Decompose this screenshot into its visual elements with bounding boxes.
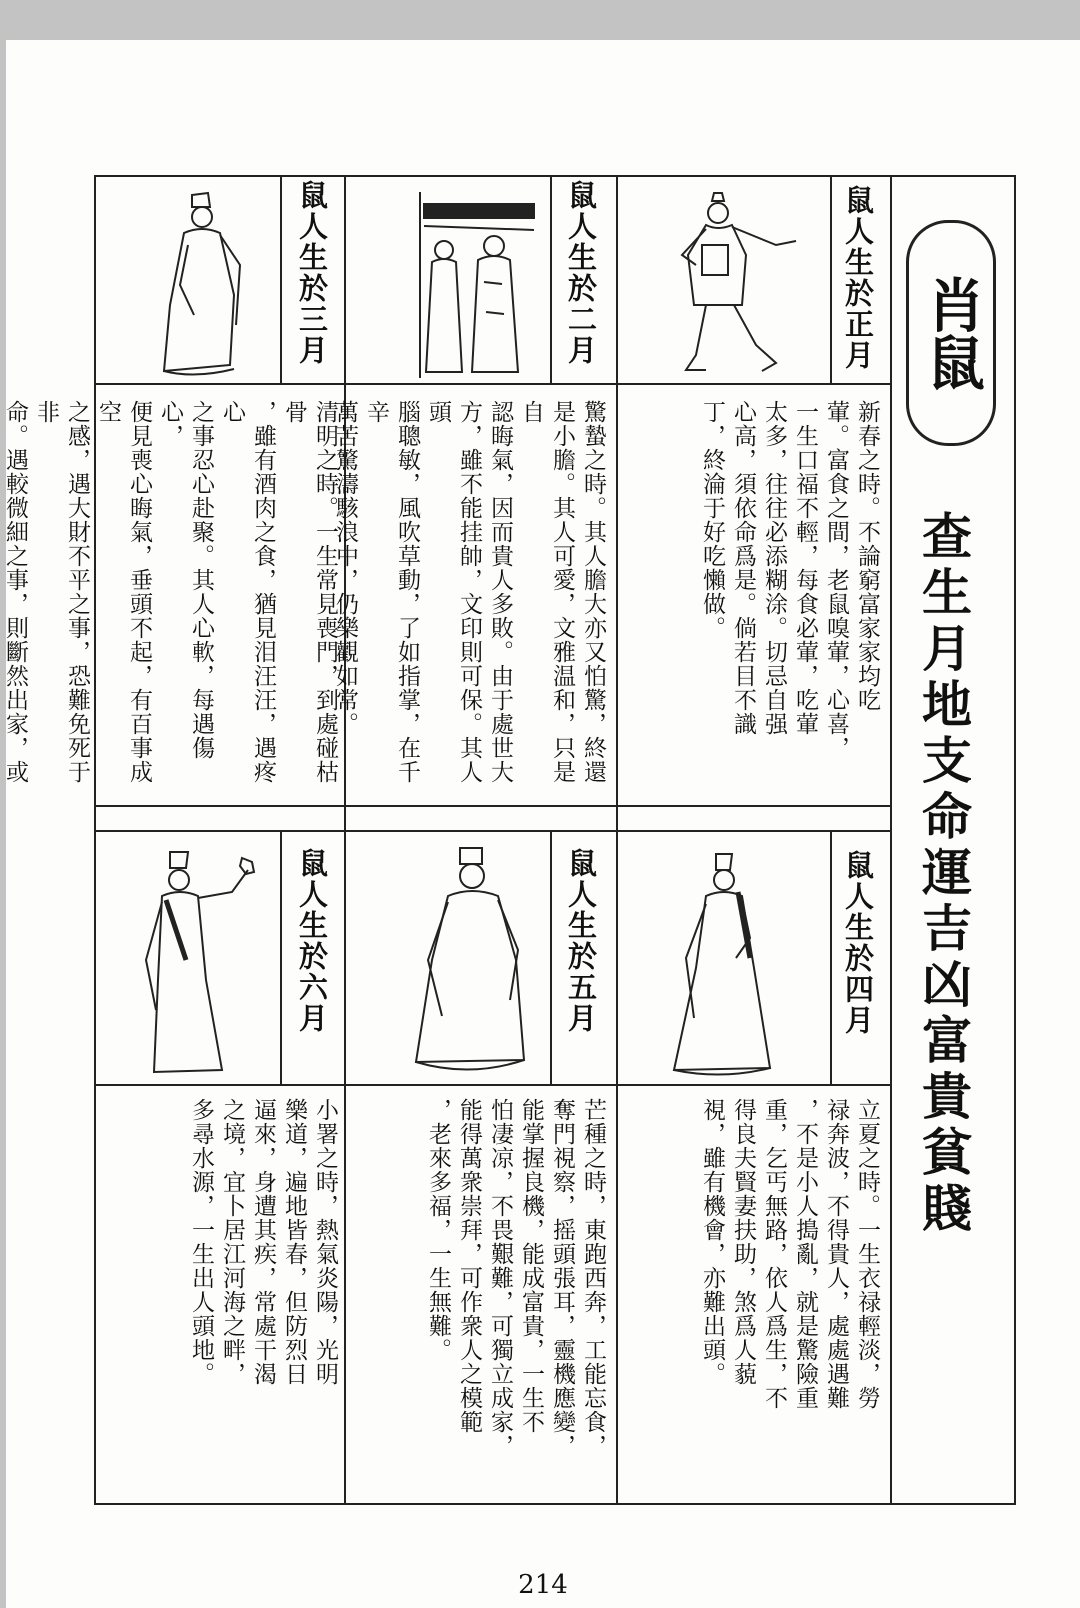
man-holding-flower-illustration: [136, 840, 276, 1080]
text-line: 立夏之時。一生衣禄輕淡，勞: [854, 1098, 880, 1410]
text-line: 便見喪心晦氣，垂頭不起，有百事成空: [95, 400, 152, 784]
month-heading-1: 鼠人生於正月: [841, 185, 875, 371]
two-figures-under-banner-illustration: [414, 192, 544, 378]
month-heading-5: 鼠人生於五月: [564, 848, 598, 1034]
book-page: [2, 40, 1080, 1608]
month-heading-2: 鼠人生於二月: [564, 180, 598, 366]
divider: [280, 830, 282, 1084]
text-line: 之境，宜卜居江河海之畔，: [219, 1098, 245, 1386]
text-line: 之感，遇大財不平之事，恐難免死于非: [33, 400, 90, 784]
text-line: 禄奔波，不得貴人，處處遇難: [823, 1098, 849, 1410]
divider: [616, 830, 618, 1505]
month-text-1: [632, 400, 882, 800]
divider: [890, 175, 892, 1505]
text-line: 一生口福不輕，每食必葷，吃葷: [792, 400, 818, 736]
page-number: 214: [518, 1570, 568, 1600]
month-heading-3: 鼠人生於三月: [295, 180, 329, 366]
divider: [830, 830, 832, 1084]
text-line: 心高，須依命爲是。倘若目不識: [730, 400, 756, 736]
month-heading-4: 鼠人生於四月: [841, 850, 875, 1036]
divider: [94, 1084, 891, 1086]
divider: [550, 830, 552, 1084]
text-line: 芒種之時，東跑西奔，工能忘食，: [580, 1098, 606, 1458]
text-line: 怕凄凉，不畏艱難，可獨立成家，: [487, 1098, 513, 1458]
text-line: 能掌握良機，能成富貴，一生不: [518, 1098, 544, 1434]
text-line: 太多，往往必添糊涂。切忌自强: [761, 400, 787, 736]
text-line: 重，乞丐無路，依人爲生，不: [761, 1098, 787, 1410]
text-line: 樂道，遍地皆春，但防烈日: [281, 1098, 307, 1386]
text-line: 逼來，身遭其疾，常處干渴: [250, 1098, 276, 1386]
divider: [94, 830, 891, 832]
text-line: 多尋水源，一生出人頭地。: [188, 1098, 214, 1386]
text-line: 之事忍心赴聚。其人心軟，每遇傷心，: [157, 400, 214, 760]
zodiac-badge: [906, 220, 996, 446]
divider: [94, 383, 891, 385]
text-line: 清明之時。一生常見喪門，到處碰枯骨: [281, 400, 338, 784]
month-text-6: [104, 1098, 340, 1493]
divider: [280, 175, 282, 383]
divider: [344, 830, 346, 1505]
month-heading-6: 鼠人生於六月: [295, 848, 329, 1034]
text-line: 認晦氣，因而貴人多敗。由于處世大: [487, 400, 513, 784]
robed-scholar-illustration: [144, 185, 274, 381]
text-line: 能得萬衆崇拜，可作衆人之模範: [456, 1098, 482, 1434]
official-with-tablet-illustration: [646, 848, 796, 1080]
text-line: 是小膽。其人可愛，文雅温和，只是自: [518, 400, 575, 784]
month-text-4: [632, 1098, 882, 1493]
text-line: 萬苦驚濤駭浪中，仍樂觀如常。: [332, 400, 358, 736]
page-title: 查生月地支命運吉凶富貴貧賤: [914, 510, 972, 1238]
seated-scholar-illustration: [398, 840, 546, 1080]
text-line: 新春之時。不論窮富家家均吃: [854, 400, 880, 712]
text-line: 葷。富食之間，老鼠嗅葷，心喜，: [823, 400, 849, 760]
divider: [94, 805, 891, 807]
divider: [616, 175, 618, 845]
month-text-3: [2, 400, 340, 800]
text-line: 得良夫賢妻扶助，煞爲人藐: [730, 1098, 756, 1386]
text-line: ，不是小人搗亂，就是驚險重: [792, 1098, 818, 1410]
man-with-scroll-illustration: [666, 185, 816, 381]
text-line: 奪門視察，摇頭張耳，靈機應變，: [549, 1098, 575, 1458]
text-line: 腦聰敏，風吹草動，了如指掌，在千辛: [363, 400, 420, 784]
text-line: 命。遇較微細之事，則斷然出家，或: [2, 400, 28, 784]
month-text-5: [358, 1098, 608, 1493]
text-line: 小署之時，熱氣炎陽，光明: [312, 1098, 338, 1386]
month-text-2: [332, 400, 608, 800]
text-line: 視，雖有機會，亦難出頭。: [699, 1098, 725, 1386]
text-line: ，雖有酒肉之食，猶見泪汪汪，遇疼心: [219, 400, 276, 784]
divider: [550, 175, 552, 383]
text-line: 方，雖不能挂帥，文印則可保。其人頭: [425, 400, 482, 784]
text-line: ，老來多福，一生無難。: [425, 1098, 451, 1362]
divider: [830, 175, 832, 383]
text-line: 丁，終淪于好吃懶做。: [699, 400, 725, 640]
badge-text: 肖鼠: [917, 275, 985, 391]
text-line: 驚蟄之時。其人膽大亦又怕驚，終還: [580, 400, 606, 784]
